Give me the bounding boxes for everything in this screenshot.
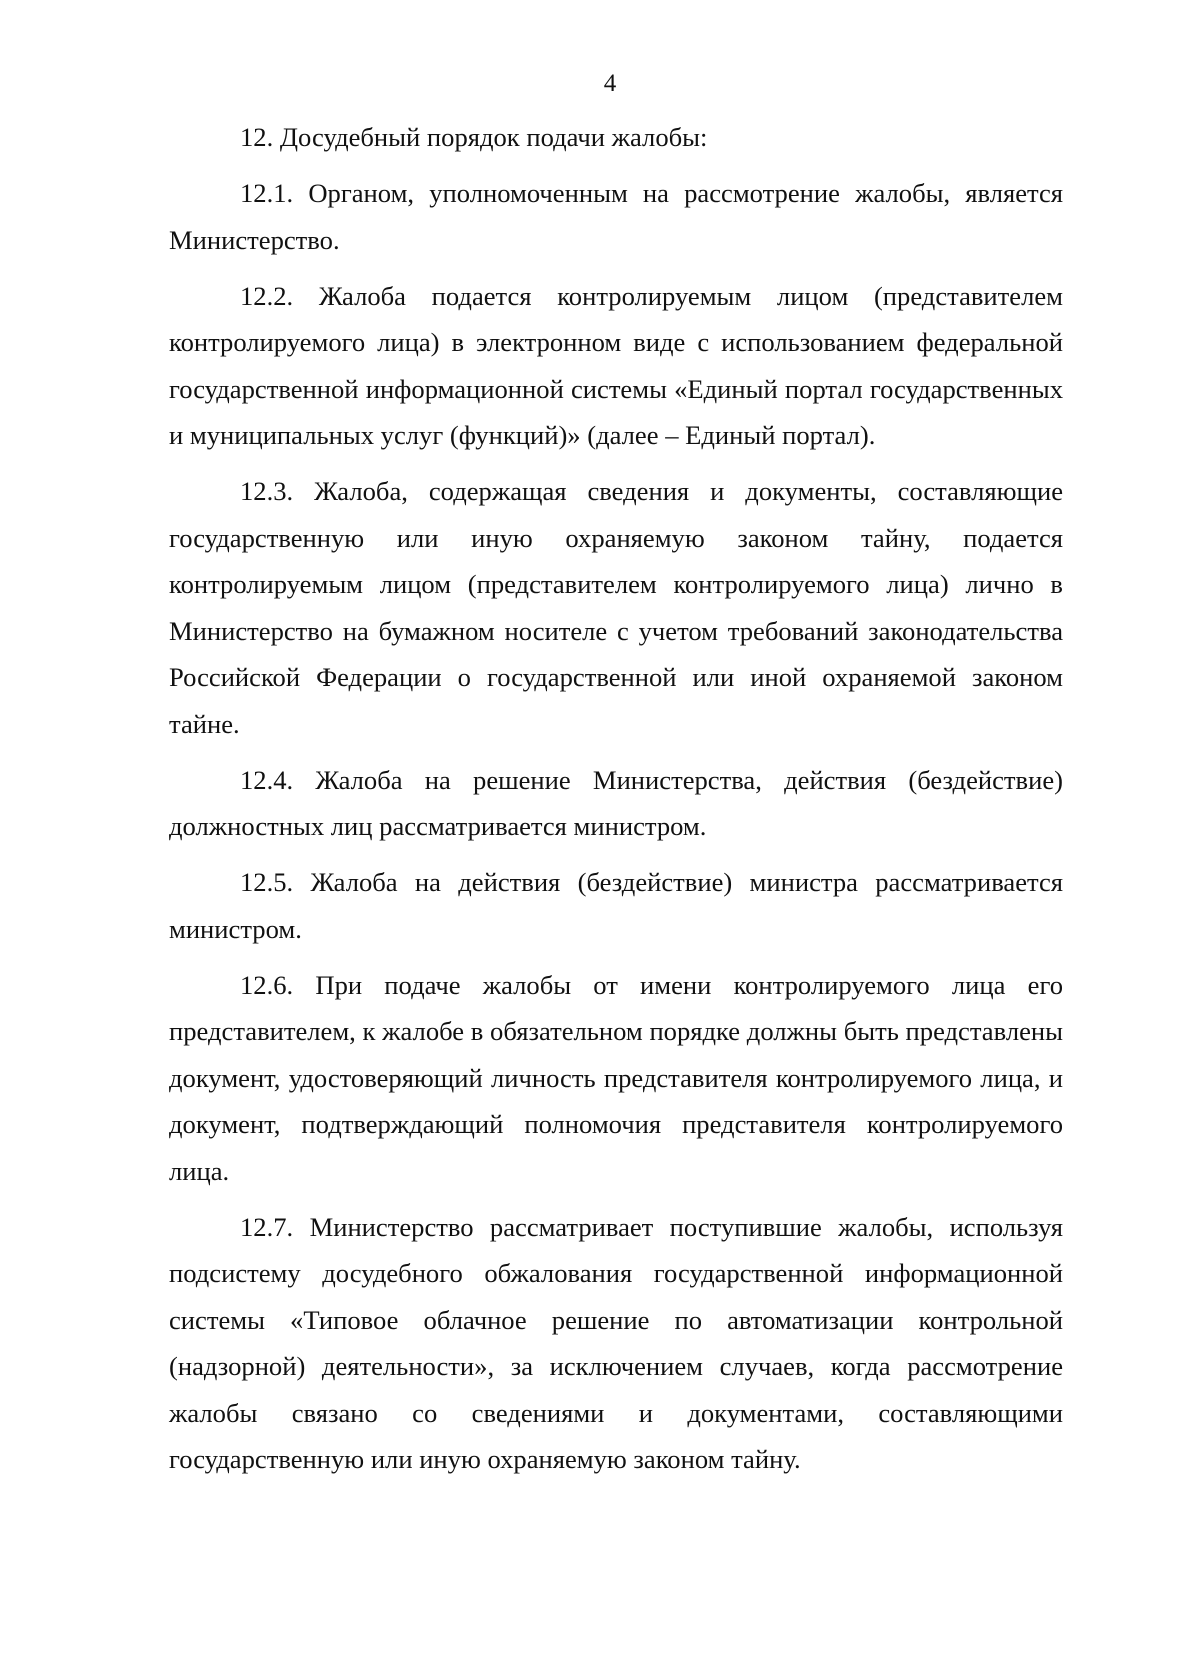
paragraph-12-3: 12.3. Жалоба, содержащая сведения и документы, составляющие государственную или иную охраняемую законом тайну, подается контролируемым лицом (представителем контролируемого лица) лично в Министерство на бумажном носителе с учетом требований законодательства Российской Федерации о государственной или иной охраняемой законом тайне. [169, 476, 1063, 739]
document-body [169, 114, 1063, 1483]
page-number: 4 [603, 70, 617, 97]
paragraph-12: 12. Досудебный порядок подачи жалобы: [240, 122, 708, 152]
paragraph-12-4: 12.4. Жалоба на решение Министерства, действия (бездействие) должностных лиц рассматривается министром. [169, 764, 1063, 841]
paragraph-12-2: 12.2. Жалоба подается контролируемым лицом (представителем контролируемого лица) в электронном виде с использованием федеральной государственной информационной системы «Единый портал государственных и муниципальных услуг (функций)» (далее – Единый портал). [169, 280, 1063, 450]
paragraph-12-5: 12.5. Жалоба на действия (бездействие) министра рассматривается министром. [169, 867, 1063, 944]
paragraph-12-1: 12.1. Органом, уполномоченным на рассмотрение жалобы, является Министерство. [169, 178, 1063, 255]
paragraph-12-6: 12.6. При подаче жалобы от имени контролируемого лица его представителем, к жалобе в обязательном порядке должны быть представлены документ, удостоверяющий личность представителя контролируемого лица, и документ, подтверждающий полномочия представителя контролируемого лица. [169, 969, 1063, 1186]
paragraph-12-7: 12.7. Министерство рассматривает поступившие жалобы, используя подсистему досудебного обжалования государственной информационной системы «Типовое облачное решение по автоматизации контрольной (надзорной) деятельности», за исключением случаев, когда рассмотрение жалобы связано со сведениями и документами, составляющими государственную или иную охраняемую законом тайну. [169, 1211, 1063, 1474]
